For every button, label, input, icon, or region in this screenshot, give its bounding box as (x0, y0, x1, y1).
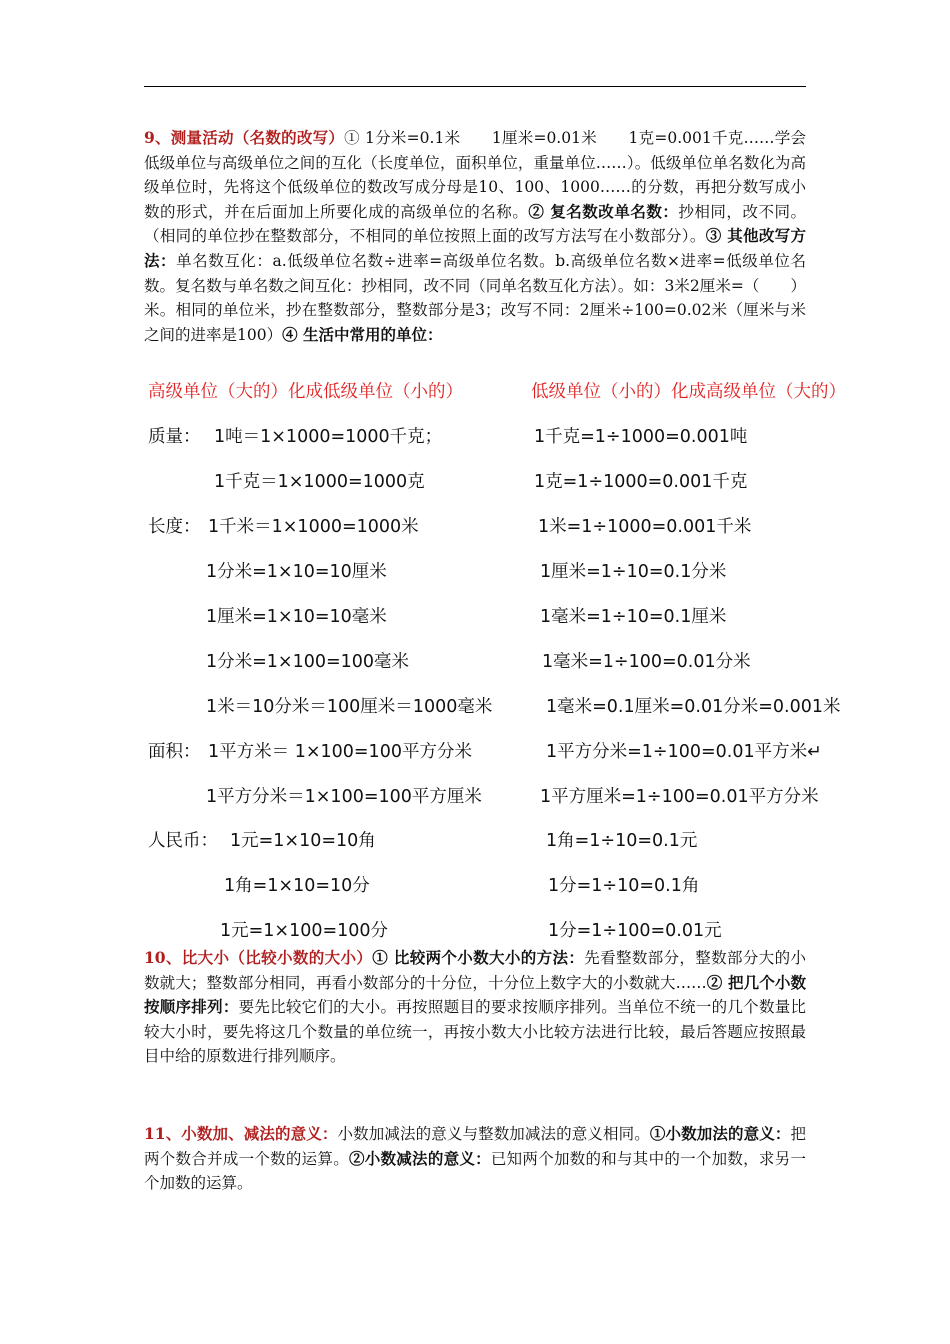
section-9-title: 9、测量活动（名数的改写） (144, 128, 345, 147)
right-row-9: 1平方厘米=1÷100=0.01平方分米 (540, 787, 819, 807)
section-10-title: 10、比大小（比较小数的大小） (144, 948, 373, 967)
section-11-text-2: 把两个数合并成一个数的运算。 (144, 1125, 806, 1168)
section-10-text-2: 要先比较它们的大小。再按照题目的要求按顺序排列。当单位不统一的几个数量比较大小时，要先将这几个数量的单位统一，再按小数大小比较方法进行比较，最后答题应按照最目中给的原数进行排列顺序。 (144, 998, 806, 1066)
right-row-10: 1角=1÷10=0.1元 (546, 831, 698, 851)
section-11 (144, 1122, 806, 1196)
left-row-9: 1平方分米＝1×100=100平方厘米 (206, 787, 482, 807)
section-10-bold-2: ② 把几个小数按顺序排列： (144, 972, 806, 1017)
left-row-10: 1元=1×10=10角 (230, 831, 376, 851)
right-row-1: 1千克=1÷1000=0.001吨 (534, 427, 748, 447)
section-11-title: 11、小数加、减法的意义： (144, 1124, 338, 1143)
right-row-2: 1克=1÷1000=0.001千克 (534, 472, 748, 492)
left-row-3: 1千米＝1×1000=1000米 (208, 517, 419, 537)
header-rule (144, 86, 806, 87)
section-9 (144, 126, 806, 347)
left-row-2: 1千克＝1×1000=1000克 (214, 472, 425, 492)
section-9-text-2: 抄相同，改不同。（相同的单位抄在整数部分，不相同的单位按照上面的改写方法写在小数部分）。 (144, 202, 806, 246)
label-rmb: 人民币： (148, 831, 218, 851)
right-row-3: 1米=1÷1000=0.001千米 (538, 517, 752, 537)
left-row-1: 1吨＝1×1000=1000千克； (214, 427, 443, 447)
right-row-7: 1毫米=0.1厘米=0.01分米=0.001米 (546, 697, 841, 717)
label-mass: 质量： (148, 427, 201, 447)
left-row-5: 1厘米=1×10=10毫米 (206, 607, 387, 627)
right-row-4: 1厘米=1÷10=0.1分米 (540, 562, 727, 582)
right-row-5: 1毫米=1÷10=0.1厘米 (540, 607, 727, 627)
right-column-header: 低级单位（小的）化成高级单位（大的） (531, 382, 846, 402)
section-9-bold-4: ④ 生活中常用的单位： (282, 324, 443, 344)
left-row-11: 1角=1×10=10分 (224, 876, 370, 896)
left-row-6: 1分米=1×100=100毫米 (206, 652, 410, 672)
section-10-text-1: 先看整数部分，整数部分大的小数就大；整数部分相同，再看小数部分的十分位，十分位上数字大的小数就大…… (144, 949, 806, 992)
section-11-bold-1: ①小数加法的意义： (649, 1124, 791, 1143)
section-11-text-1: 小数加减法的意义与整数加减法的意义相同。 (337, 1125, 650, 1143)
left-column-header: 高级单位（大的）化成低级单位（小的） (148, 382, 463, 402)
section-9-text-1: ① 1分米=0.1米 1厘米=0.01米 1克=0.001千克……学会低级单位与高级单位之间的互化（长度单位，面积单位，重量单位……）。低级单位单名数化为高级单位时，先将这个低级单位的数改写成分母是10、100、1000……的分数，再把分数写成小数的形式，并在后面加上所要化成的高级单位的名称。 (144, 129, 806, 221)
section-11-text-3: 已知两个加数的和与其中的一个加数，求另一个加数的运算。 (144, 1149, 806, 1193)
section-9-bold-3: ③ 其他改写方法： (144, 226, 806, 270)
section-10 (144, 946, 806, 1069)
section-9-text-3: 单名数互化：a.低级单位名数÷进率=高级单位名数。b.高级单位名数×进率=低级单位名数。复名数与单名数之间互化：抄相同，改不同（同单名数互化方法）。如：3米2厘米=（ ）米。相同的单位米，抄在整数部分，整数部分是3；改写不同：2厘米÷100=0.02米（厘米与米之间的进率是100） (144, 251, 806, 344)
left-row-4: 1分米=1×10=10厘米 (206, 562, 387, 582)
left-row-7: 1米＝10分米＝100厘米＝1000毫米 (206, 697, 493, 717)
right-row-12: 1分=1÷100=0.01元 (548, 921, 722, 941)
right-row-8: 1平方分米=1÷100=0.01平方米↵ (546, 742, 822, 762)
section-9-bold-2: ② 复名数改单名数： (528, 201, 679, 221)
section-10-bold-1: ① 比较两个小数大小的方法： (372, 948, 585, 967)
section-11-bold-2: ②小数减法的意义： (348, 1148, 491, 1168)
label-area: 面积： (148, 742, 201, 762)
right-row-6: 1毫米=1÷100=0.01分米 (542, 652, 751, 672)
right-row-11: 1分=1÷10=0.1角 (548, 876, 700, 896)
left-row-12: 1元=1×100=100分 (220, 921, 389, 941)
left-row-8: 1平方米＝ 1×100=100平方分米 (208, 742, 472, 762)
label-length: 长度： (148, 517, 201, 537)
